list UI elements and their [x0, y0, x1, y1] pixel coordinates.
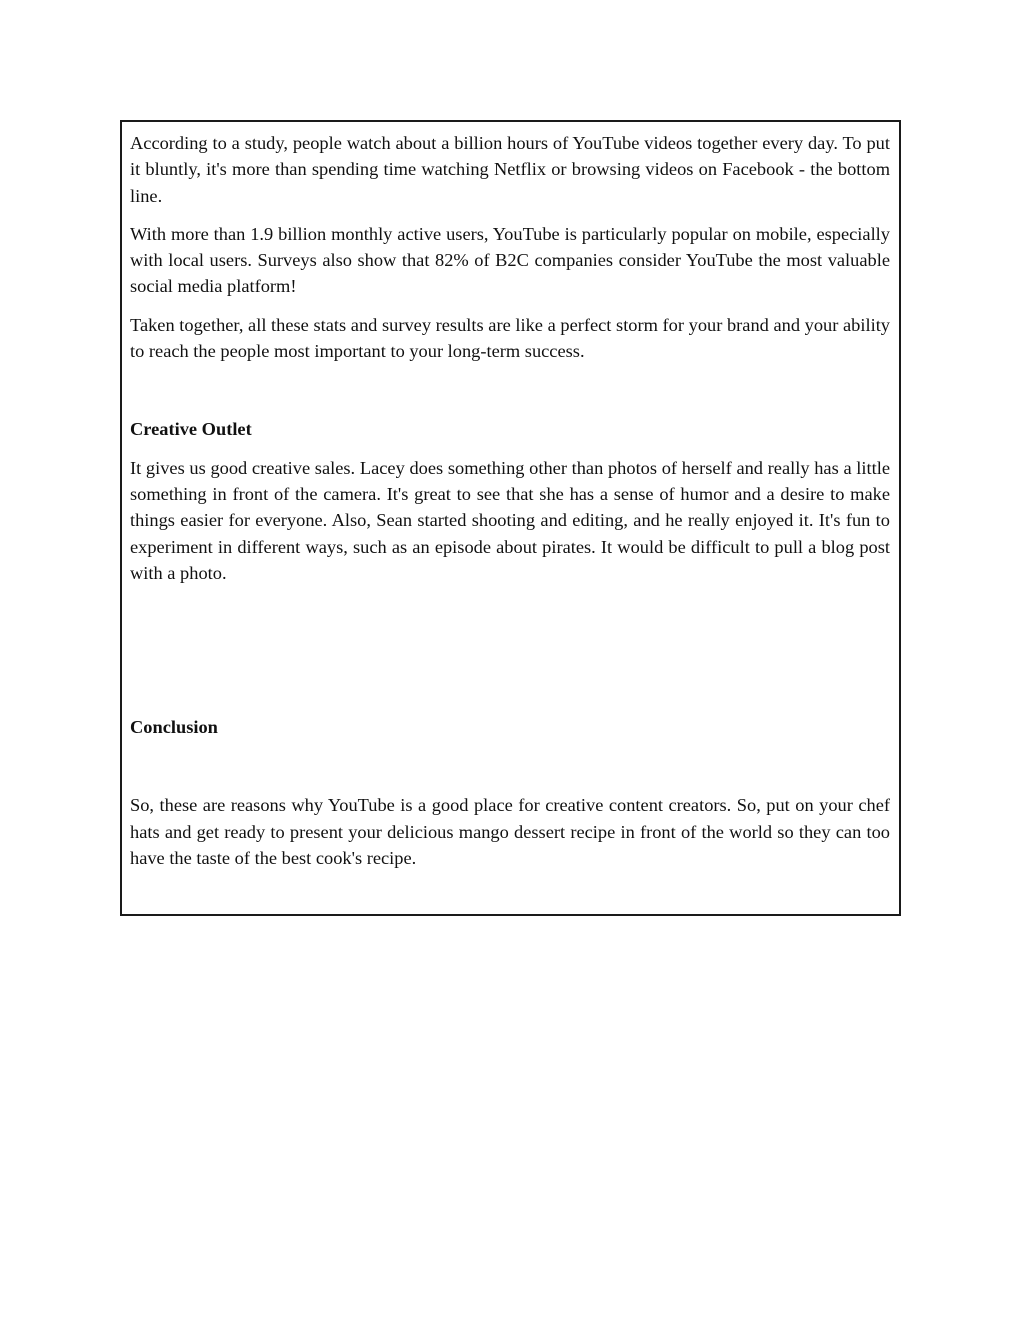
document-content-box: [120, 120, 901, 916]
creative-outlet-paragraph: It gives us good creative sales. Lacey does something other than photos of herself and really has a little something in front of the camera. It's great to see that she has a sense of humor and a desire to make things easier for everyone. Also, Sean started shooting and editing, and he really enjoyed it. It's fun to experiment in different ways, such as an episode about pirates. It would be difficult to pull a blog post with a photo.: [130, 457, 890, 583]
intro-paragraph-2: With more than 1.9 billion monthly active users, YouTube is particularly popular on mobile, especially with local users. Surveys also show that 82% of B2C companies consider YouTube the most valuable social media platform!: [130, 223, 890, 297]
conclusion-paragraph: So, these are reasons why YouTube is a good place for creative content creators. So, put on your chef hats and get ready to present your delicious mango dessert recipe in front of the world so they can too have the taste of the best cook's recipe.: [130, 795, 890, 869]
intro-paragraph-3: Taken together, all these stats and survey results are like a perfect storm for your brand and your ability to reach the people most important to your long-term success.: [130, 314, 890, 362]
intro-paragraph-1: According to a study, people watch about a billion hours of YouTube videos together every day. To put it bluntly, it's more than spending time watching Netflix or browsing videos on Facebook - the bottom line.: [130, 133, 890, 206]
conclusion-heading: Conclusion: [130, 717, 218, 738]
creative-outlet-heading: Creative Outlet: [130, 419, 252, 440]
